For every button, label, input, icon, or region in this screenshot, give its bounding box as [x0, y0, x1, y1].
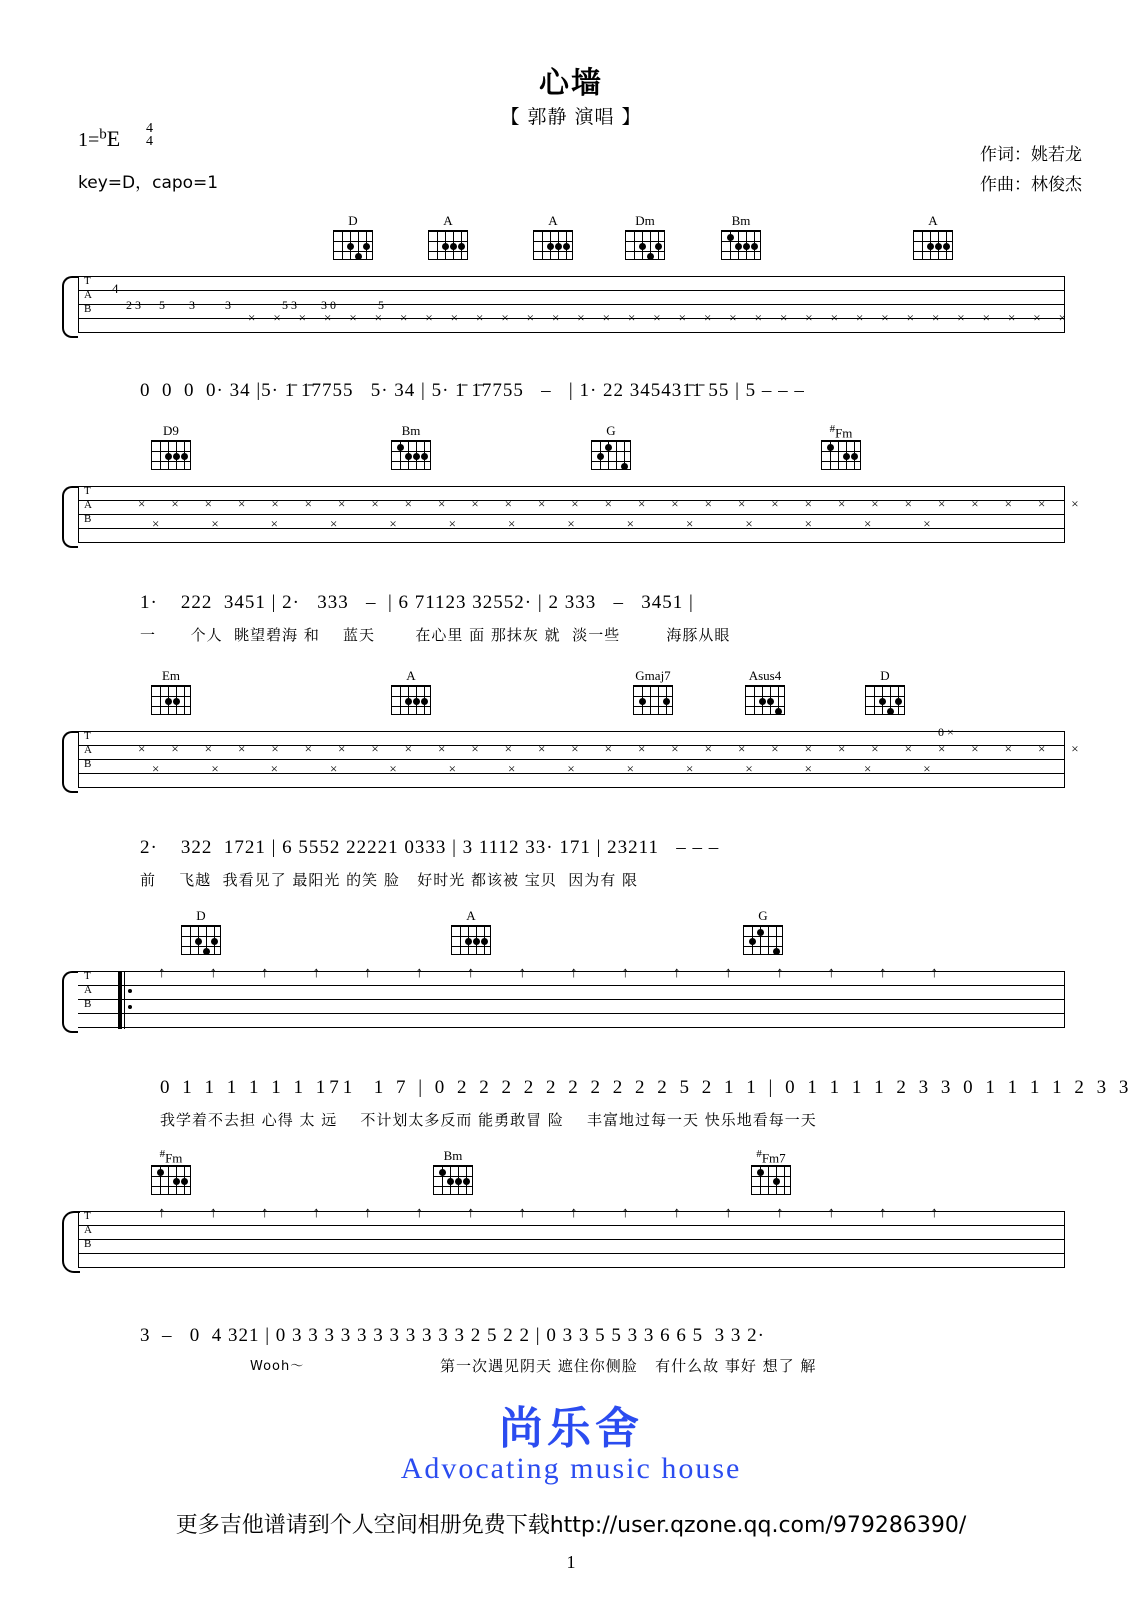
chord-name: #Fm — [159, 1148, 183, 1166]
chord-name: A — [406, 668, 416, 683]
chord-diagram — [740, 908, 786, 955]
system-brace — [62, 486, 78, 548]
melody-numbers: 1· 222 3451 | 2· 333 – | 6 71123 32552· | 2 333 – 3451 | — [140, 592, 694, 613]
chord-name: D — [196, 908, 206, 923]
chord-grid — [428, 230, 468, 260]
tab-staff — [78, 1205, 1064, 1269]
key-signature — [78, 126, 120, 152]
melody-numbers: 2· 322 1721 | 6 5552 22221 0333 | 3 1112 33· 171 | 23211 – – – — [140, 837, 720, 858]
chord-diagram — [425, 213, 471, 260]
chord-diagram — [622, 213, 668, 260]
chord-diagram — [388, 668, 434, 715]
chord-name: A — [928, 213, 938, 228]
chord-grid — [151, 685, 191, 715]
chord-name: D9 — [163, 423, 179, 438]
page-number: 1 — [566, 1552, 576, 1572]
chord-grid — [151, 440, 191, 470]
chord-diagram — [178, 908, 224, 955]
chord-diagram — [388, 423, 434, 470]
chord-name: #Fm — [829, 423, 853, 441]
tab-clef: T A B — [84, 730, 92, 770]
chord-name: D — [880, 668, 890, 683]
up-arrow-strums: ↑↑↑↑↑↑↑↑↑↑↑↑↑↑↑↑ — [158, 1205, 982, 1221]
tab-staff — [78, 725, 1105, 789]
chord-diagram — [430, 1148, 476, 1195]
chord-diagram — [742, 668, 788, 715]
chord-grid — [633, 685, 673, 715]
tab-clef: T A B — [84, 485, 92, 525]
chord-grid — [451, 925, 491, 955]
system-brace — [62, 731, 78, 793]
flat-symbol: b — [99, 126, 107, 143]
chord-grid — [391, 440, 431, 470]
time-signature — [146, 122, 153, 148]
lyrics-line: 我学着不去担 心得 太 远 不计划太多反而 能勇敢冒 险 丰富地过每一天 快乐地看每一天 — [160, 1111, 817, 1129]
tab-clef: T A B — [84, 1210, 92, 1250]
strum-marks: ××××××××××××××××××××××××××××× — [138, 496, 1105, 511]
chord-name: Bm — [731, 213, 751, 228]
open-string-marker: 0 × — [938, 725, 954, 739]
chord-name: Gmaj7 — [635, 668, 671, 683]
chord-diagram — [148, 668, 194, 715]
chord-name: Bm — [401, 423, 421, 438]
chord-grid — [151, 1165, 191, 1195]
chord-grid — [721, 230, 761, 260]
chord-diagram — [148, 423, 194, 470]
repeat-start-barline — [118, 971, 128, 1029]
chord-grid — [181, 925, 221, 955]
logo-cn: 尚乐舍 — [499, 1403, 643, 1454]
lyrics-line: 第一次遇见阴天 遮住你侧脸 有什么故 事好 想了 解 — [440, 1357, 817, 1375]
chord-grid — [433, 1165, 473, 1195]
chord-name: Em — [161, 668, 181, 683]
key-letter: E — [106, 126, 121, 151]
tab-time-signature: 4 — [112, 281, 119, 296]
download-link[interactable]: 更多吉他谱请到个人空间相册免费下载http://user.qzone.qq.com/979286390/ — [175, 1513, 967, 1538]
lyrics-line: 一 个人 眺望碧海 和 蓝天 在心里 面 那抹灰 就 淡一些 海豚从眼 — [140, 626, 731, 644]
chord-diagram — [862, 668, 908, 715]
chord-diagram — [910, 213, 956, 260]
chord-diagram — [330, 213, 376, 260]
chord-diagram — [148, 1148, 194, 1195]
tab-clef: T A B — [84, 970, 92, 1010]
chord-grid — [625, 230, 665, 260]
chord-name: A — [466, 908, 476, 923]
chord-name: Dm — [635, 213, 655, 228]
chord-diagram — [748, 1148, 794, 1195]
system-brace — [62, 971, 78, 1033]
chord-grid — [533, 230, 573, 260]
chord-grid — [333, 230, 373, 260]
chord-diagram — [530, 213, 576, 260]
chord-grid — [743, 925, 783, 955]
chord-grid — [745, 685, 785, 715]
chord-grid — [865, 685, 905, 715]
up-arrow-strums: ↑↑↑↑↑↑↑↑↑↑↑↑↑↑↑↑ — [158, 965, 982, 981]
chord-name: Bm — [443, 1148, 463, 1163]
tab-staff — [78, 485, 1105, 544]
chord-diagram — [630, 668, 676, 715]
logo-en: Advocating music house — [400, 1452, 742, 1485]
chord-grid — [591, 440, 631, 470]
chord-name: D — [348, 213, 358, 228]
fret-numbers-row: 2 3 5 3 3 5 3 3 0 5 — [126, 298, 384, 312]
chord-name: G — [758, 908, 768, 923]
chord-diagram — [588, 423, 634, 470]
chord-name-text: Fm — [835, 425, 853, 441]
chord-name: A — [443, 213, 453, 228]
capo-label: key=D，capo=1 — [78, 173, 219, 193]
chord-diagram — [718, 213, 764, 260]
chord-grid — [751, 1165, 791, 1195]
strum-marks: ××××××××××××××××××××××××××××××××× — [248, 310, 1084, 325]
chord-name: G — [606, 423, 616, 438]
chord-diagram — [818, 423, 864, 470]
key-do-label: 1= — [78, 129, 100, 151]
chord-grid — [391, 685, 431, 715]
melody-numbers: 0 0 0 0· 34 |5· 1̄ 1̄7755 5· 34 | 5· 1̄ 1̄7755 – | 1· 22 345431̄1̄ 55 | 5 – – – — [140, 380, 805, 401]
time-signature-top: 4 — [146, 121, 153, 136]
singer-line: 【 郭静 演唱 】 — [500, 106, 642, 128]
lyricist-credit: 作词：姚若龙 — [980, 145, 1082, 165]
chord-grid — [913, 230, 953, 260]
chord-name: A — [548, 213, 558, 228]
system-brace — [62, 276, 78, 338]
strum-marks: ××××××××××××××××××××××××××××× — [138, 741, 1105, 756]
tab-clef: T A B — [84, 275, 92, 315]
chord-grid — [821, 440, 861, 470]
lyrics-wooh: Wooh～ — [250, 1359, 305, 1374]
composer-credit: 作曲：林俊杰 — [980, 175, 1082, 195]
lyrics-line: 前 飞越 我看见了 最阳光 的笑 脸 好时光 都该被 宝贝 因为有 限 — [140, 871, 639, 889]
melody-numbers: 0 1 1 1 1 1 1 171 1 7 | 0 2 2 2 2 2 2 2 2 2 2 5 2 1 1 | 0 1 1 1 1 2 3 3 0 1 1 1 1 2 3 3 — [160, 1077, 1133, 1098]
chord-diagram — [448, 908, 494, 955]
chord-name: #Fm7 — [756, 1148, 786, 1166]
tab-staff — [78, 965, 1064, 1029]
strum-marks-low: ×××××××××××××× — [152, 516, 983, 531]
chord-name: Asus4 — [748, 668, 782, 683]
strum-marks-low: ×××××××××××××× — [152, 761, 983, 776]
melody-numbers: 3 – 0 4 321 | 0 3 3 3 3 3 3 3 3 3 3 3 2 5 2 2 | 0 3 3 5 5 3 3 6 6 5 3 3 2· — [140, 1325, 765, 1346]
page-title: 心墙 — [539, 66, 603, 101]
tab-staff — [78, 275, 1084, 334]
time-signature-bottom: 4 — [146, 134, 153, 149]
